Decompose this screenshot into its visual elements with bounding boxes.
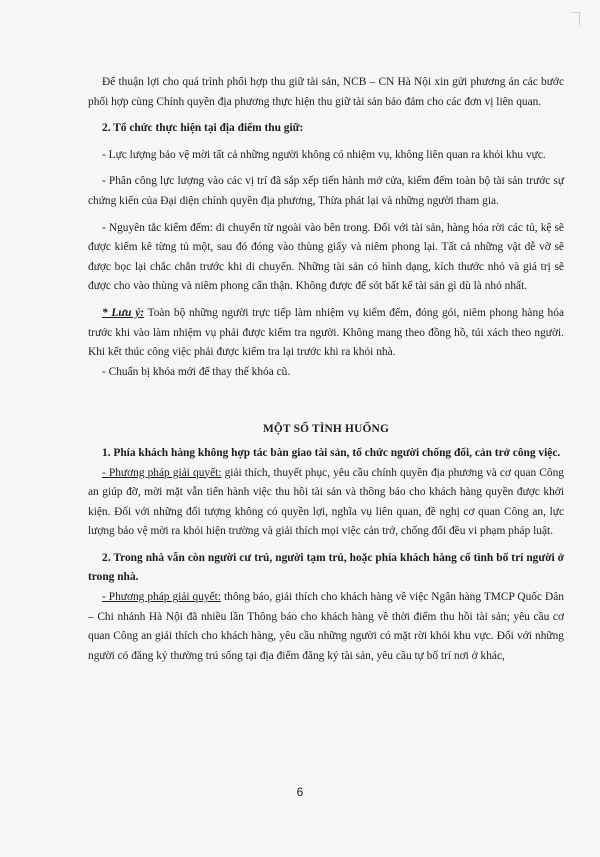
situation-2-method-label: - Phương pháp giải quyết: [102,591,221,604]
note-label: * Lưu ý: [102,306,145,319]
section-2-item-2: - Phân công lực lượng vào các vị trí đã sắp xếp tiến hành mở cửa, kiểm đếm toàn bộ tài sản trước sự chứng kiến của Đại diện chính quyền địa phương, Thừa phát lại và những người tham gia. [88,175,564,207]
note-text: Toàn bộ những người trực tiếp làm nhiệm vụ kiểm đếm, đóng gói, niêm phong hàng hóa trước khi vào làm nhiệm vụ phải được kiểm tra người. Không mang theo đồng hồ, túi xách theo người. Khi kết thúc công việc phải được kiểm tra lại trước khi ra khỏi nhà. [88,306,564,359]
section-2-item-1: - Lực lượng bảo vệ mời tất cả những người không có nhiệm vụ, không liên quan ra khỏi khu vực. [102,148,546,161]
situation-1-method-label: - Phương pháp giải quyết: [102,466,222,479]
section-2-item-3: - Nguyên tắc kiểm đếm: di chuyển từ ngoài vào bên trong. Đối với tài sản, hàng hóa rời các tủ, kệ sẽ được kiểm kê từng tủ một, sau đó đóng vào thùng giấy và niêm phong lại. Tất cả những vật dễ vỡ sẽ được bọc lại chắc chắn trước khi di chuyển. Những tài sản có hình dạng, kích thước nhỏ và giá trị sẽ được cho vào thùng và niêm phong cẩn thận. Không được để sót bất kể tài sản gì dù là nhỏ nhất. [88,221,564,293]
note-paragraph [88,304,564,363]
section-2-last-item: - Chuẩn bị khóa mới để thay thế khóa cũ. [102,365,291,378]
situation-2-method-text: thông báo, giải thích cho khách hàng về việc Ngân hàng TMCP Quốc Dân – Chi nhánh Hà Nội đã nhiều lần Thông báo cho khách hàng về thời điểm thu hồi tài sản; yêu cầu cơ quan Công an giải thích cho khách hàng, yêu cầu những người có mặt rời khỏi khu vực. Đối với những người có đăng ký thường trú sống tại địa điểm đăng ký tài sản, yêu cầu tự bố trí nơi ở khác, [88,591,564,662]
situation-1-method-text: giải thích, thuyết phục, yêu cầu chính quyền địa phương và cơ quan Công an giúp đỡ, mời mặt vẫn tiến hành việc thu hồi tài sản và thông báo cho khách hàng quyền được khởi kiện. Đối với những đối tượng không có quyền lợi, nghĩa vụ liên quan, đề nghị cơ quan Công an, lực lượng bảo vệ mời ra khỏi hiện trường và giải thích mọi việc cản trở, chống đối đều vi phạm pháp luật. [88,466,564,538]
page-content [88,73,564,666]
situation-2-method [88,588,564,666]
scan-corner-mark [571,12,580,25]
situation-1-heading: 1. Phía khách hàng không hợp tác bàn giao tài sản, tổ chức người chống đối, cản trở công việc. [102,446,561,459]
section-2-heading: 2. Tổ chức thực hiện tại địa điểm thu giữ: [102,122,304,135]
intro-paragraph: Để thuận lợi cho quá trình phối hợp thu giữ tài sản, NCB – CN Hà Nội xin gửi phương án các bước phối hợp cùng Chính quyền địa phương thực hiện thu giữ tài sản bảo đảm cho các đơn vị liên quan. [88,76,564,108]
situation-1-method [88,464,564,542]
situation-2-heading: 2. Trong nhà vẫn còn người cư trú, người tạm trú, hoặc phía khách hàng cố tình bố trí người ở trong nhà. [88,551,564,584]
page-number: 6 [296,785,304,799]
situations-title: MỘT SỐ TÌNH HUỐNG [262,423,390,436]
